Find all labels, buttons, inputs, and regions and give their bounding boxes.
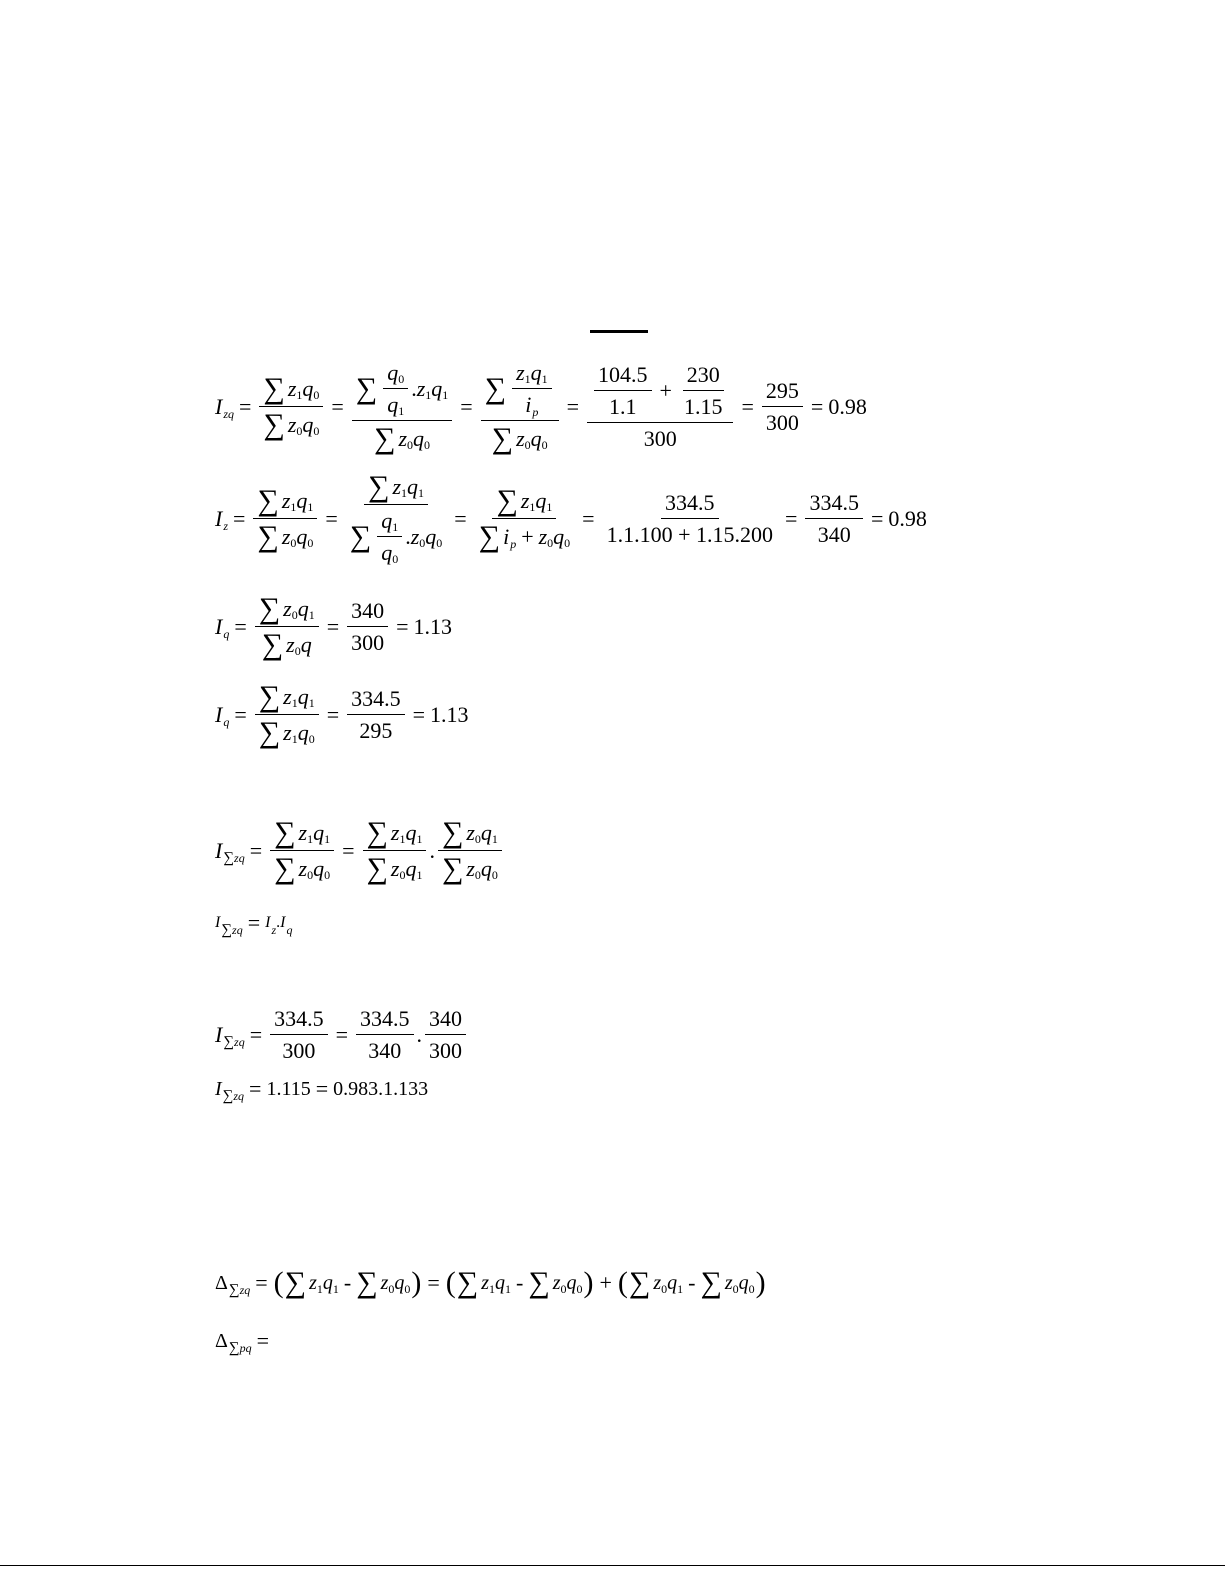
equation-isumzq-product: I ∑zq = I z . I q [215, 910, 293, 938]
equation-iq-2: I q = ∑ z 1 q 1 ∑ z 1 q 0 = $\frac{334.5}{295}$ = 1.13 [215, 680, 469, 749]
equation-isumzq-formula: I ∑zq = ∑ z 1 q 1 ∑ z 0 q 0 = ∑ z 1 q 1 ∑ z 0 q 1 . ∑ z 0 q 1 ∑ z 0 q 0 [215, 818, 505, 884]
fraction-2: ∑ q 0 q 1 . z 1 q 1 ∑ z 0 q 0 [352, 360, 452, 454]
equation-delta-zq: Δ ∑zq = ( ∑ z 1 q 1 - ∑ z 0 q 0 ) = ( ∑ z 1 q 1 - ∑ z 0 q 0 ) + ( ∑ z 0 q 1 - ∑ z 0 q 0 ) [215, 1266, 766, 1299]
fraction-4: $\frac{104.5}{1.1}$ + $\frac{230}{1.15}$ 300 [587, 362, 733, 452]
fraction-5: $\frac{295}{300}$ [762, 378, 803, 436]
equation-iz-values: I z = ∑ z 1 q 1 ∑ z 0 q 0 = ∑ z 1 q 1 ∑ q 1 q 0 . z 0 q 0 = ∑ z 1 q 1 ∑ i p + z 0 q 0 = $\frac{334.5}{1.1.100 + 1.15.200}$ = $\frac{334.5}{340}$ = 0.98 [215, 470, 927, 566]
equation-izq-values: I zq = ∑ z 1 q 0 ∑ z 0 q 0 = ∑ q 0 q 1 . z 1 q 1 ∑ z 0 q 0 = ∑ z 1 q 1 i p ∑ z 0 q 0 = $\frac{104.5}{1.1}$ + $\frac{230}{1.15}$ 300 = $\frac{295}{300}$ = 0.98 [215, 360, 867, 455]
fraction-1: ∑ z 1 q 0 ∑ z 0 q 0 [259, 374, 323, 440]
equation-isumzq-result: I ∑zq = 1.115 = 0.983.1.133 [215, 1076, 429, 1104]
equation-isumzq-values: I ∑zq = $\frac{334.5}{300}$ = $\frac{334.5}{340}$ . $\frac{340}{300}$ [215, 1006, 469, 1064]
page-bottom-rule [0, 1565, 1225, 1566]
title-underline [590, 330, 648, 333]
equation-iq-1: I q = ∑ z 0 q 1 ∑ z 0 q = $\frac{340}{300}$ = 1.13 [215, 592, 453, 661]
fraction-3: ∑ z 1 q 1 i p ∑ z 0 q 0 [481, 360, 559, 454]
equation-delta-pq: Δ ∑pq = [215, 1328, 269, 1356]
